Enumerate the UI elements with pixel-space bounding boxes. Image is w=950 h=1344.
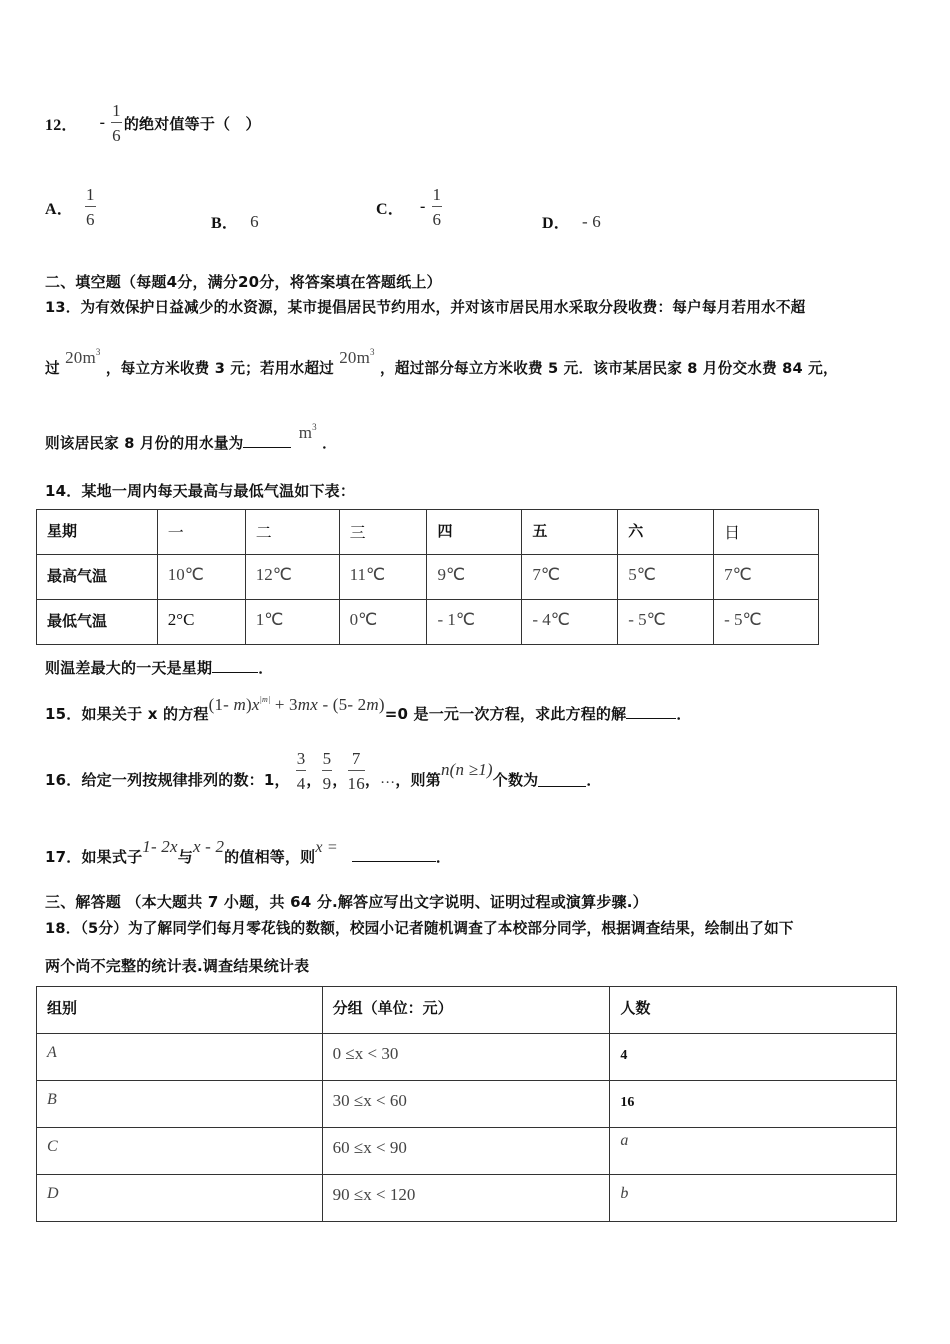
question-13-line2: 过 $20m^3$ ，每立方米收费 3 元；若用水超过 $20m^3$ ，超过部分每立方米收费 5 元．该市某居民家 8 月份交水费 84 元， bbox=[45, 347, 838, 377]
question-14-followup: 则温差最大的一天是星期 ． bbox=[45, 659, 274, 677]
question-text: 的绝对值等于（ ） bbox=[123, 114, 261, 133]
option-b[interactable]: B． 6 bbox=[211, 211, 259, 232]
table-row: 最高气温 10℃ 12℃ 11℃ 9℃ 7℃ 5℃ 7℃ bbox=[37, 555, 819, 600]
question-13-line3: 则该居民家 8 月份的用水量为 $m^3$ ． bbox=[45, 422, 337, 452]
survey-result-table bbox=[36, 986, 897, 1222]
unit-cubic-meter: $20m^3$ bbox=[65, 347, 101, 367]
question-16: 16．给定一列按规律排列的数：1， $\frac{3}{4}$ ， $\frac{5}{9}$ ， $\frac{7}{16}$ ， … ，则第 n(n ≥1) 个数为 ． bbox=[45, 749, 602, 793]
question-12 bbox=[45, 102, 261, 144]
question-18-line2: 两个尚不完整的统计表.调查结果统计表 bbox=[45, 957, 310, 975]
answer-blank[interactable] bbox=[626, 704, 676, 719]
expression-2: x - 2 bbox=[192, 837, 225, 856]
equation: (1- $m)x^{|m|} + 3mx - (5-$ 2m) bbox=[208, 695, 385, 714]
question-number: 12． bbox=[45, 116, 78, 134]
answer-blank[interactable] bbox=[212, 658, 258, 673]
temperature-table bbox=[36, 509, 819, 645]
question-17: 17．如果式子1- 2x与x - 2的值相等，则x =． bbox=[45, 837, 452, 866]
table-row: B 30 ≤x < 60 16 bbox=[37, 1081, 897, 1128]
section-heading-solve: 三、解答题 （本大题共 7 小题，共 64 分.解答应写出文字说明、证明过程或演算步骤.） bbox=[45, 893, 648, 911]
answer-blank[interactable] bbox=[243, 433, 291, 448]
answer-blank[interactable] bbox=[538, 772, 586, 787]
fraction: $\frac{1}{6}$ bbox=[432, 185, 442, 229]
table-header-row: 组别 分组（单位：元） 人数 bbox=[37, 987, 897, 1034]
question-18-line1: 18．（5分）为了解同学们每月零花钱的数额，校园小记者随机调查了本校部分同学，根据调查结果，绘制出了如下 bbox=[45, 920, 794, 937]
table-row: D 90 ≤x < 120 b bbox=[37, 1175, 897, 1222]
question-13-line1: 13．为有效保护日益减少的水资源，某市提倡居民节约用水，并对该市居民用水采取分段收费：每户每月若用水不超 bbox=[45, 299, 806, 316]
expression-1: 1- 2x bbox=[142, 837, 178, 856]
negative-sign: - bbox=[99, 114, 106, 131]
section-heading-fill-in: 二、填空题（每题4分，满分20分，将答案填在答题纸上） bbox=[45, 273, 442, 291]
question-15: 15．如果关于 x 的方程(1- $m)x^{|m|} + 3mx - (5-$ 2m)=0 是一元一次方程，求此方程的解 ． bbox=[45, 695, 692, 723]
fraction: $\frac{5}{9}$ bbox=[322, 749, 332, 793]
table-header-row: 星期 一 二 三 四 五 六 日 bbox=[37, 510, 819, 555]
option-a[interactable]: A． $\frac{1}{6}$ bbox=[45, 185, 95, 229]
fraction: $\frac{3}{4}$ bbox=[296, 749, 306, 793]
unit-cubic-meter: $20m^3$ bbox=[339, 347, 375, 367]
unit-cubic-meter: $m^3$ bbox=[298, 422, 317, 442]
table-row: C 60 ≤x < 90 a bbox=[37, 1128, 897, 1175]
question-14: 14．某地一周内每天最高与最低气温如下表： bbox=[45, 482, 356, 500]
fraction: $\frac{7}{16}$ bbox=[347, 749, 365, 793]
n-expression: n(n ≥1) bbox=[440, 760, 493, 779]
table-row: 最低气温 2°C 1℃ 0℃ - 1℃ - 4℃ - 5℃ - 5℃ bbox=[37, 600, 819, 645]
fraction: $\frac{1}{6}$ bbox=[112, 101, 121, 145]
fraction: $\frac{1}{6}$ bbox=[85, 185, 95, 229]
table-row: A 0 ≤x < 30 4 bbox=[37, 1034, 897, 1081]
option-c[interactable]: C． - $\frac{1}{6}$ bbox=[376, 185, 442, 229]
answer-blank[interactable] bbox=[352, 847, 436, 862]
option-d[interactable]: D． - 6 bbox=[542, 211, 601, 232]
